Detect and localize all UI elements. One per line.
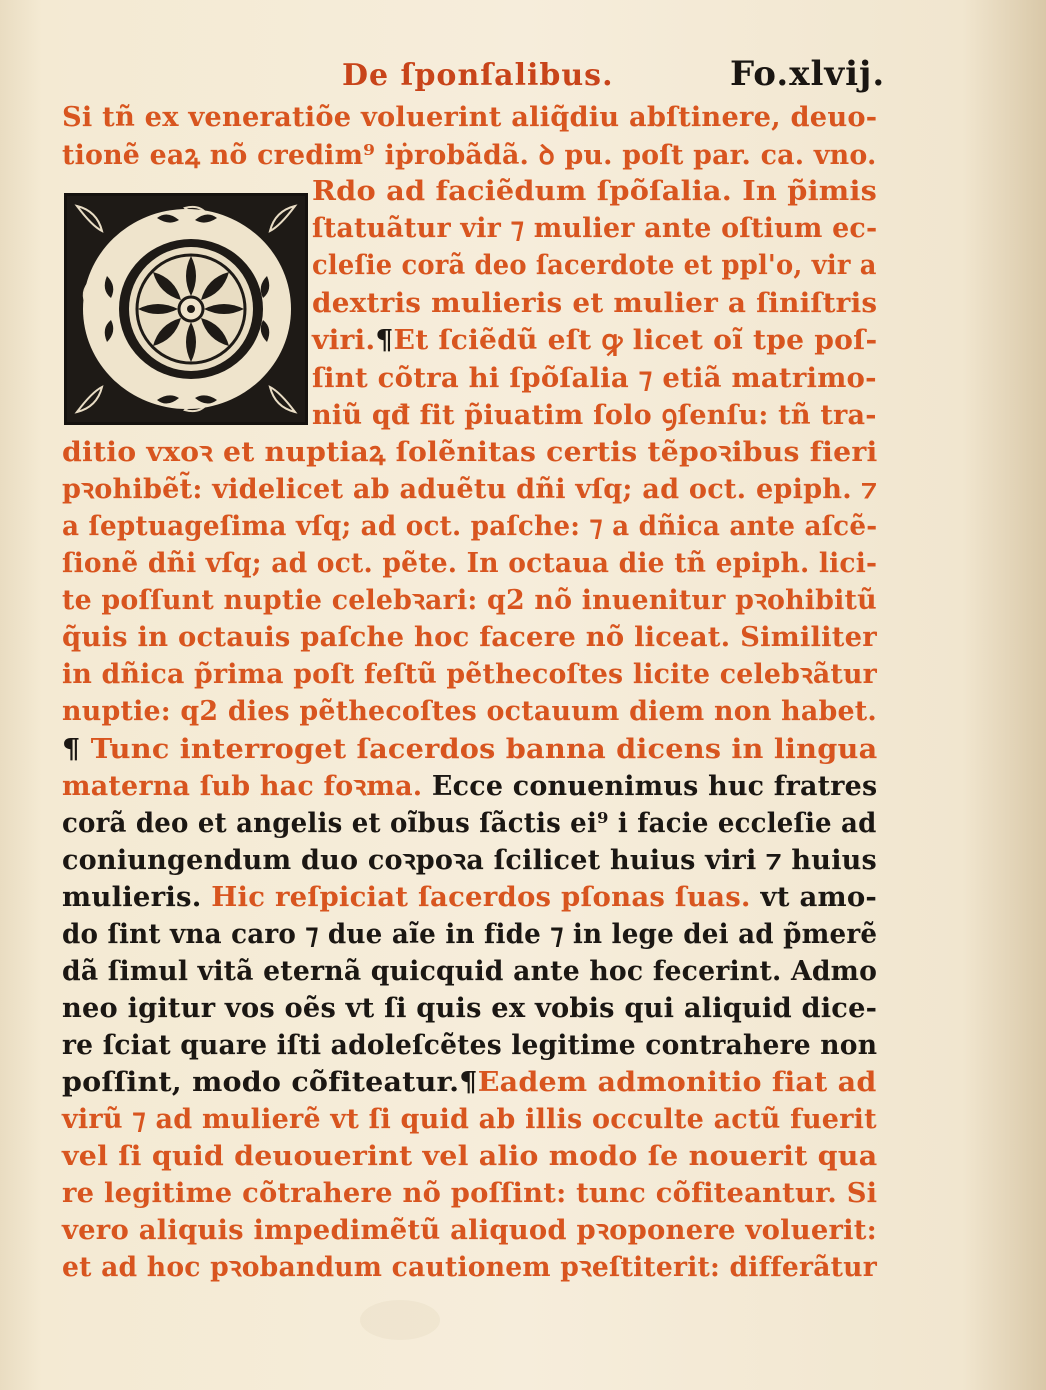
body-text: dã ſimul vitã eternã quicquid ante hoc fecerint. Admo (62, 956, 878, 987)
body-text: mulieris. (62, 882, 212, 913)
body-text: ¶ (375, 325, 394, 356)
text-line (62, 657, 877, 693)
rubric-text: viri. (312, 325, 376, 356)
rubric-text: Et ſciẽdũ eſt ꝙ licet oĩ tpe poſ- (393, 325, 878, 356)
rubric-text: pꝛohibẽt̃: videlicet ab aduẽtu dñi vſq; ad oct. epiph. ⁊ (62, 474, 878, 505)
rubric-text: ditio vxoꝛ et nuptiaꝝ ſolẽnitas certis tẽpoꝛibus fieri (62, 437, 878, 468)
text-line (62, 954, 877, 990)
rubric-text: ſtatuãtur vir ⁊ mulier ante oſtium ec- (312, 213, 878, 244)
rubric-text: cleſie corã deo ſacerdote et ppl'o, vir a (312, 250, 877, 281)
rubric-text: ſionẽ dñi vſq; ad oct. pẽte. In octaua die tñ epiph. lici- (62, 548, 878, 579)
text-line (62, 732, 877, 768)
text-line (62, 100, 877, 136)
text-line (62, 1028, 877, 1064)
text-line (312, 174, 877, 210)
initial-ornament-icon (67, 196, 305, 422)
text-line (312, 211, 877, 247)
text-line (62, 843, 877, 879)
text-line (312, 323, 877, 359)
rubric-text: Tunc interroget ſacerdos banna dicens in lingua (90, 734, 878, 765)
text-line (62, 1250, 877, 1286)
rubric-text: re legitime cõtrahere nõ poſſint: tunc cõfiteantur. Si (62, 1178, 878, 1209)
text-line (312, 248, 877, 284)
text-line (62, 1176, 877, 1212)
rubric-text: dextris mulieris et mulier a ſiniſtris (312, 288, 878, 319)
text-line (312, 361, 877, 397)
text-line (62, 880, 877, 916)
text-line (62, 769, 877, 805)
body-text: re ſciat quare iſti adoleſcẽtes legitime contrahere non (62, 1030, 878, 1061)
rubric-text: Si tñ ex veneratiõe voluerint aliq̃diu abſtinere, deuo- (62, 102, 878, 133)
text-line (62, 472, 877, 508)
body-text: corã deo et angelis et oĩbus ſãctis ei⁹ i facie eccleſie ad (62, 808, 877, 839)
text-line (62, 917, 877, 953)
text-line (62, 991, 877, 1027)
rubric-text: vel ſi quid deuouerint vel alio modo ſe nouerit qua (62, 1141, 878, 1172)
text-line (62, 583, 877, 619)
rubric-text: Eadem admonitio fiat ad (477, 1067, 877, 1098)
rubric-text: virũ ⁊ ad mulierẽ vt ſi quid ab illis occulte actũ fuerit (62, 1104, 877, 1135)
text-line (62, 435, 877, 471)
text-line (62, 806, 877, 842)
decorated-initial-o (64, 193, 308, 425)
rubric-text: te poſſunt nuptie celebꝛari: q2 nõ inuenitur pꝛohibitũ (62, 585, 877, 616)
rubric-text: nuptie: q2 dies pẽthecoſtes octauum diem non habet. (62, 696, 877, 727)
rubric-text: materna ſub hac foꝛma. (62, 771, 432, 802)
rubric-text: niũ qđ fit p̃iuatim ſolo ꝯſenſu: tñ tra- (312, 400, 877, 431)
body-text: Ecce conuenimus huc fratres (431, 771, 878, 802)
body-text: coniungendum duo coꝛpoꝛa ſcilicet huius viri ⁊ huius (62, 845, 877, 876)
text-line (62, 1213, 877, 1249)
text-line (312, 286, 877, 322)
text-line (62, 138, 877, 174)
text-line (62, 546, 877, 582)
body-text: neo igitur vos oẽs vt ſi quis ex vobis qui aliquid dice- (62, 993, 878, 1024)
paper-stain (360, 1300, 440, 1340)
rubric-text: tionẽ eaꝝ nõ credim⁹ iṗrobãdã. ꝺ pu. poſt par. ca. vno. (62, 140, 877, 171)
text-line (312, 398, 877, 434)
body-text: do ſint vna caro ⁊ due aĩe in fide ⁊ in lege dei ad p̃merẽ (62, 919, 878, 950)
body-text: ¶ (459, 1067, 478, 1098)
body-text: poſſint, modo cõfiteatur. (62, 1067, 460, 1098)
rubric-text: et ad hoc pꝛobandum cautionem pꝛeſtiterit: differãtur (62, 1252, 877, 1283)
text-line (62, 620, 877, 656)
body-text: vt amo- (760, 882, 878, 913)
rubric-text: vero aliquis impedimẽtũ aliquod pꝛoponere voluerit: (62, 1215, 878, 1246)
rubric-text: Rdo ad faciẽdum ſpõſalia. In p̃imis (312, 176, 878, 207)
rubric-text: Hic reſpiciat ſacerdos pſonas ſuas. (211, 882, 761, 913)
page-header (60, 50, 986, 94)
text-line (62, 1102, 877, 1138)
body-text: ¶ (62, 734, 91, 765)
text-line (62, 694, 877, 730)
folio-number: Fo.xlvij. (730, 54, 886, 94)
rubric-text: in dñica p̃rima poſt feſtũ pẽthecoſtes licite celebꝛãtur (62, 659, 877, 690)
rubric-text: ſint cõtra hi ſpõſalia ⁊ etiã matrimo- (312, 363, 877, 394)
rubric-text: a ſeptuageſima vſq; ad oct. paſche: ⁊ a dñica ante aſcẽ- (62, 511, 878, 542)
text-line (62, 1065, 877, 1101)
text-line (62, 509, 877, 545)
rubric-text: q̃uis in octauis paſche hoc facere nõ liceat. Similiter (62, 622, 877, 653)
running-head: De ſponſalibus. (342, 58, 614, 93)
text-line (62, 1139, 877, 1175)
